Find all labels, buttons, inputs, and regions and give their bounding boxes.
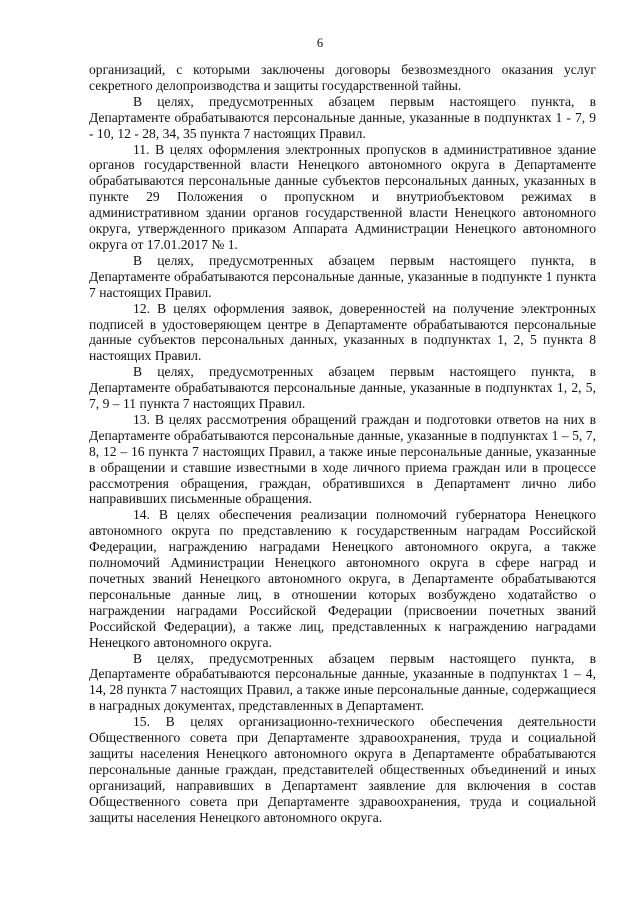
paragraph: В целях, предусмотренных абзацем первым настоящего пункта, в Департаменте обрабатываются персональные данные, указанные в подпунктах 1 – 4, 14, 28 пункта 7 настоящих Правил, а также иные персональные данные, содержащиеся в наградных документах, представленных в Департамент. [89, 650, 596, 714]
paragraph: В целях, предусмотренных абзацем первым настоящего пункта, в Департаменте обрабатываются персональные данные, указанные в подпунктах 1, 2, 5, 7, 9 – 11 пункта 7 настоящих Правил. [89, 364, 596, 412]
paragraph: В целях, предусмотренных абзацем первым настоящего пункта, в Департаменте обрабатываются персональные данные, указанные в подпунктах 1 - 7, 9 - 10, 12 - 28, 34, 35 пункта 7 настоящих Правил. [89, 93, 596, 141]
page-number: 6 [316, 36, 324, 50]
paragraph-item-13: 13. В целях рассмотрения обращений граждан и подготовки ответов на них в Департаменте обрабатываются персональные данные, указанные в подпунктах 1 – 5, 7, 8, 12 – 16 пункта 7 настоящих Правил, а также иные персональные данные, указанные в обращении и ставшие известными в ходе личного приема граждан или в процессе рассмотрения обращения, граждан, обратившихся в Департамент лично либо направивших письменные обращения. [89, 411, 596, 507]
document-body [89, 62, 596, 826]
paragraph-item-15: 15. В целях организационно-технического обеспечения деятельности Общественного совета при Департаменте здравоохранения, труда и социальной защиты населения Ненецкого автономного округа в Департаменте обрабатываются персональные данные граждан, представителей общественных объединений и иных организаций, направивших в Департамент заявление для включения в состав Общественного совета при Департаменте здравоохранения, труда и социальной защиты населения Ненецкого автономного округа. [89, 714, 596, 825]
paragraph-continuation: организаций, с которыми заключены договоры безвозмездного оказания услуг секретного делопроизводства и защиты государственной тайны. [89, 62, 596, 93]
paragraph: В целях, предусмотренных абзацем первым настоящего пункта, в Департаменте обрабатываются персональные данные, указанные в подпункте 1 пункта 7 настоящих Правил. [89, 252, 596, 300]
paragraph-item-12: 12. В целях оформления заявок, доверенностей на получение электронных подписей в удостоверяющем центре в Департаменте обрабатываются персональные данные субъектов персональных данных, указанных в подпунктах 1, 2, 5 пункта 8 настоящих Правил. [89, 300, 596, 364]
paragraph-item-11: 11. В целях оформления электронных пропусков в административное здание органов государственной власти Ненецкого автономного округа в Департаменте обрабатываются персональные данные субъектов персональных данных, указанных в пункте 29 Положения о пропускном и внутриобъектовом режимах в административном здании органов государственной власти Ненецкого автономного округа, утвержденного приказом Аппарата Администрации Ненецкого автономного округа от 17.01.2017 № 1. [89, 141, 596, 252]
paragraph-item-14: 14. В целях обеспечения реализации полномочий губернатора Ненецкого автономного округа по представлению к государственным наградам Российской Федерации, награждению наградами Ненецкого автономного округа, а также полномочий Администрации Ненецкого автономного округа в сфере наград и почетных званий Ненецкого автономного округа, в Департаменте обрабатываются персональные данные лиц, в отношении которых возбуждено ходатайство о награждении наградами Российской Федерации (присвоении почетных званий Российской Федерации), а также лиц, представленных к награждению наградами Ненецкого автономного округа. [89, 507, 596, 650]
